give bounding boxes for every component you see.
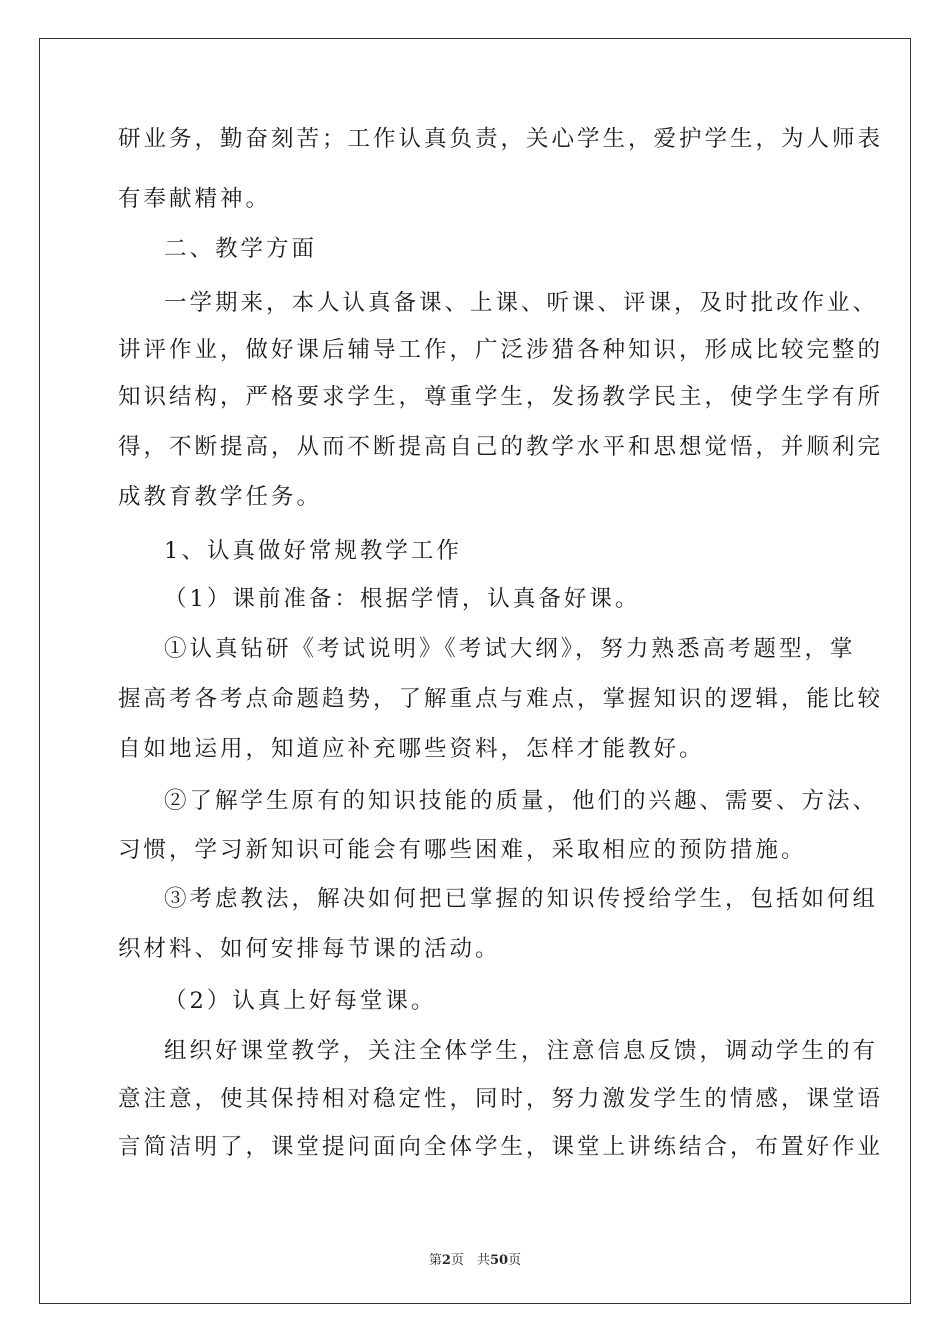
page-prefix: 第: [428, 1253, 442, 1268]
text-line: ②了解学生原有的知识技能的质量，他们的兴趣、需要、方法、: [164, 788, 879, 814]
text-line: ③考虑教法，解决如何把已掌握的知识传授给学生，包括如何组: [164, 886, 879, 912]
subsection-heading: （2）认真上好每堂课。: [164, 988, 437, 1014]
page-border: [39, 38, 911, 1304]
text-line: 研业务，勤奋刻苦；工作认真负责，关心学生，爱护学生，为人师表: [118, 126, 884, 152]
text-line: 握高考各考点命题趋势，了解重点与难点，掌握知识的逻辑，能比较: [118, 686, 884, 712]
text-line: 习惯，学习新知识可能会有哪些困难，采取相应的预防措施。: [118, 837, 807, 863]
text-line: 自如地运用，知道应补充哪些资料，怎样才能教好。: [118, 736, 705, 762]
page-total: 50: [489, 1253, 509, 1268]
text-line: 讲评作业，做好课后辅导工作，广泛涉猎各种知识，形成比较完整的: [118, 337, 884, 363]
text-line: 知识结构，严格要求学生，尊重学生，发扬教学民主，使学生学有所: [118, 384, 884, 410]
page-number: 2: [441, 1253, 451, 1268]
page-suffix: 页: [508, 1253, 522, 1268]
subsection-heading: （1）课前准备：根据学情，认真备好课。: [164, 586, 641, 612]
text-line: 一学期来，本人认真备课、上课、听课、评课，及时批改作业、: [164, 290, 879, 316]
section-heading: 二、教学方面: [164, 236, 318, 262]
page-footer: [0, 1249, 950, 1268]
text-line: 组织好课堂教学，关注全体学生，注意信息反馈，调动学生的有: [164, 1038, 879, 1064]
text-line: 有奉献精神。: [118, 186, 272, 212]
page-mid: 页 共: [450, 1253, 490, 1268]
text-line: 得，不断提高，从而不断提高自己的教学水平和思想觉悟，并顺利完: [118, 434, 884, 460]
text-line: ①认真钻研《考试说明》《考试大纲》，努力熟悉高考题型，掌: [164, 636, 856, 662]
text-line: 言简洁明了，课堂提问面向全体学生，课堂上讲练结合，布置好作业: [118, 1134, 884, 1160]
text-line: 织材料、如何安排每节课的活动。: [118, 936, 501, 962]
subsection-heading: 1、认真做好常规教学工作: [164, 538, 462, 564]
text-line: 意注意，使其保持相对稳定性，同时，努力激发学生的情感，课堂语: [118, 1086, 884, 1112]
text-line: 成教育教学任务。: [118, 484, 323, 510]
